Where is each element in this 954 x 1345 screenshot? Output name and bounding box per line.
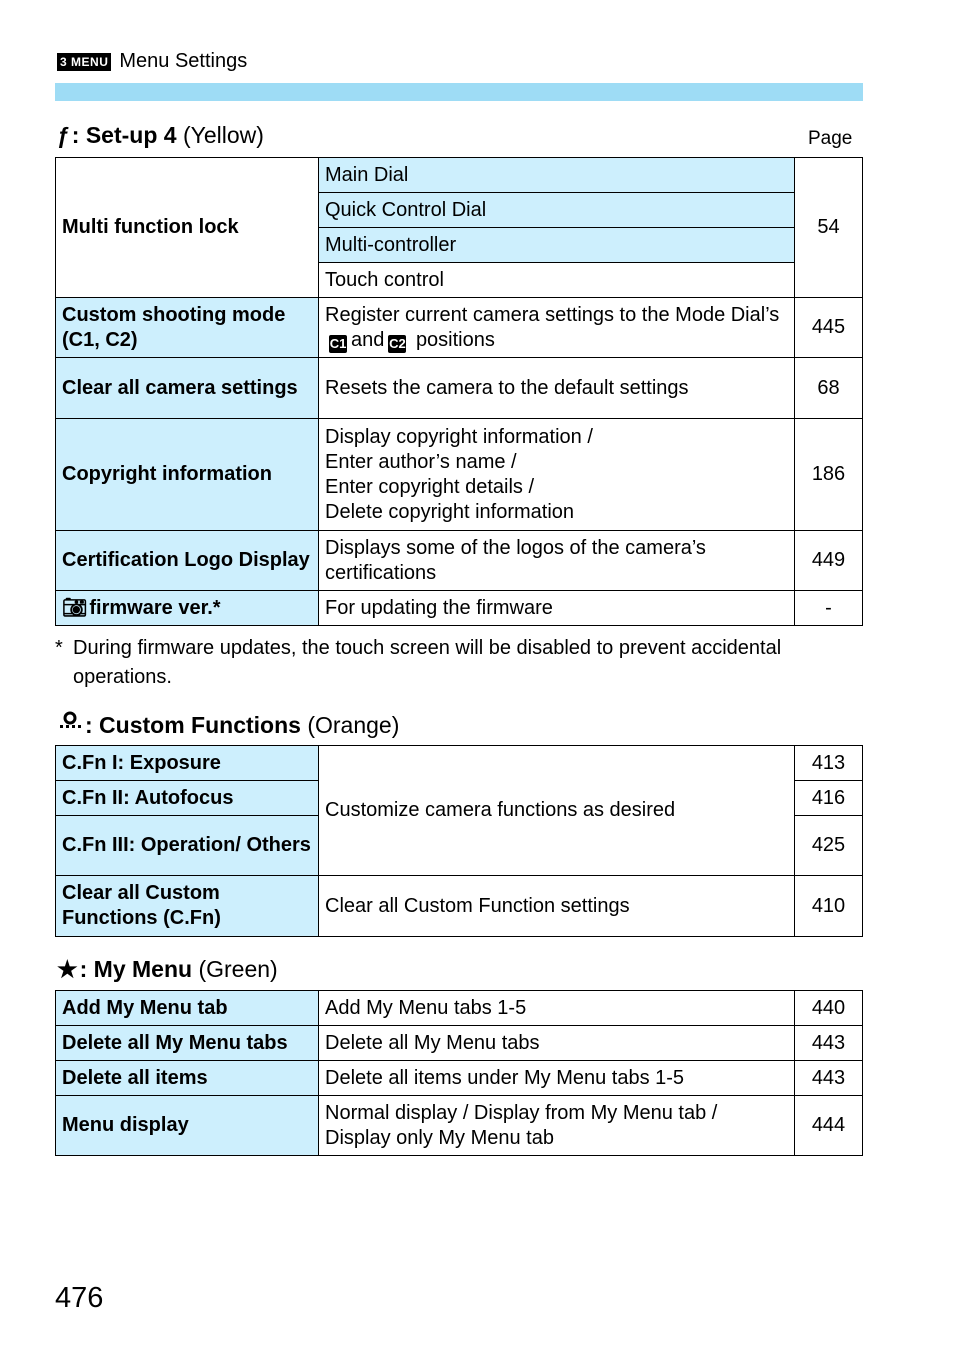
row-page: 445 xyxy=(795,298,863,358)
custom-table xyxy=(55,745,863,937)
row-name: Custom shooting mode (C1, C2) xyxy=(56,298,319,358)
table-row xyxy=(56,298,863,358)
table-row xyxy=(56,1061,863,1096)
row-sub: Main Dial xyxy=(319,158,795,193)
custom-functions-icon xyxy=(57,710,83,740)
row-page: 68 xyxy=(795,358,863,419)
page-column-label: Page xyxy=(808,128,853,149)
row-desc: Clear all Custom Function settings xyxy=(319,876,795,937)
table-row xyxy=(56,591,863,626)
mymenu-table xyxy=(55,990,863,1156)
star-icon: ★ xyxy=(57,956,78,982)
table-row xyxy=(56,876,863,937)
row-desc: Register current camera settings to the Mode Dial’s C1 and C2 positions xyxy=(319,298,795,358)
setup4-title: ƒ : Set-up 4 (Yellow) xyxy=(57,122,264,148)
row-desc: Normal display / Display from My Menu tab / Display only My Menu tab xyxy=(319,1096,795,1156)
row-sub: Multi-controller xyxy=(319,228,795,263)
row-sub: Touch control xyxy=(319,263,795,298)
row-desc: Customize camera functions as desired xyxy=(319,746,795,876)
menu-icon: 3 MENU xyxy=(57,53,111,71)
row-page: 443 xyxy=(795,1061,863,1096)
table-row xyxy=(56,419,863,531)
row-name: 📷︎ firmware ver.* xyxy=(56,591,319,626)
table-row xyxy=(56,358,863,419)
mymenu-title: ★ : My Menu (Green) xyxy=(57,956,278,982)
row-page: 410 xyxy=(795,876,863,937)
row-page: 440 xyxy=(795,991,863,1026)
row-page: - xyxy=(795,591,863,626)
c1-mode-icon: C1 xyxy=(329,335,347,351)
row-desc: Display copyright information / Enter author’s name / Enter copyright details / Delete copyright information xyxy=(319,419,795,531)
row-page: 425 xyxy=(795,816,863,876)
row-page: 449 xyxy=(795,531,863,591)
row-name: Copyright information xyxy=(56,419,319,531)
page-number: 476 xyxy=(55,1282,104,1314)
row-desc: Delete all items under My Menu tabs 1-5 xyxy=(319,1061,795,1096)
row-desc: Add My Menu tabs 1-5 xyxy=(319,991,795,1026)
row-name: Delete all items xyxy=(56,1061,319,1096)
header-title: Menu Settings xyxy=(119,50,248,72)
row-desc: Displays some of the logos of the camera’s certifications xyxy=(319,531,795,591)
row-name: C.Fn II: Autofocus xyxy=(56,781,319,816)
c2-mode-icon: C2 xyxy=(389,335,406,351)
table-row xyxy=(56,746,863,781)
header-bar xyxy=(55,83,863,101)
wrench-icon: ƒ xyxy=(57,122,70,148)
row-desc: Resets the camera to the default settings xyxy=(319,358,795,419)
row-name: Add My Menu tab xyxy=(56,991,319,1026)
row-page: 416 xyxy=(795,781,863,816)
table-row xyxy=(56,1026,863,1061)
row-sub: Quick Control Dial xyxy=(319,193,795,228)
table-row xyxy=(56,1096,863,1156)
row-page: 444 xyxy=(795,1096,863,1156)
row-name: C.Fn I: Exposure xyxy=(56,746,319,781)
table-row xyxy=(56,991,863,1026)
footnote: * During firmware updates, the touch screen will be disabled to prevent accidental operations. xyxy=(55,637,782,688)
camera-icon: 📷︎ xyxy=(62,596,88,619)
row-page: 443 xyxy=(795,1026,863,1061)
row-page: 54 xyxy=(795,158,863,298)
row-name: C.Fn III: Operation/ Others xyxy=(56,816,319,876)
table-row xyxy=(56,531,863,591)
page-header xyxy=(57,50,247,73)
row-desc: Delete all My Menu tabs xyxy=(319,1026,795,1061)
custom-title: : Custom Functions (Orange) xyxy=(57,710,399,740)
row-page: 413 xyxy=(795,746,863,781)
row-name: Clear all Custom Functions (C.Fn) xyxy=(56,876,319,937)
row-name: Clear all camera settings xyxy=(56,358,319,419)
table-row xyxy=(56,158,863,193)
row-desc: For updating the firmware xyxy=(319,591,795,626)
row-name: Multi function lock xyxy=(56,158,319,298)
row-name: Certification Logo Display xyxy=(56,531,319,591)
setup4-table xyxy=(55,157,863,626)
row-name: Menu display xyxy=(56,1096,319,1156)
row-page: 186 xyxy=(795,419,863,531)
row-name: Delete all My Menu tabs xyxy=(56,1026,319,1061)
